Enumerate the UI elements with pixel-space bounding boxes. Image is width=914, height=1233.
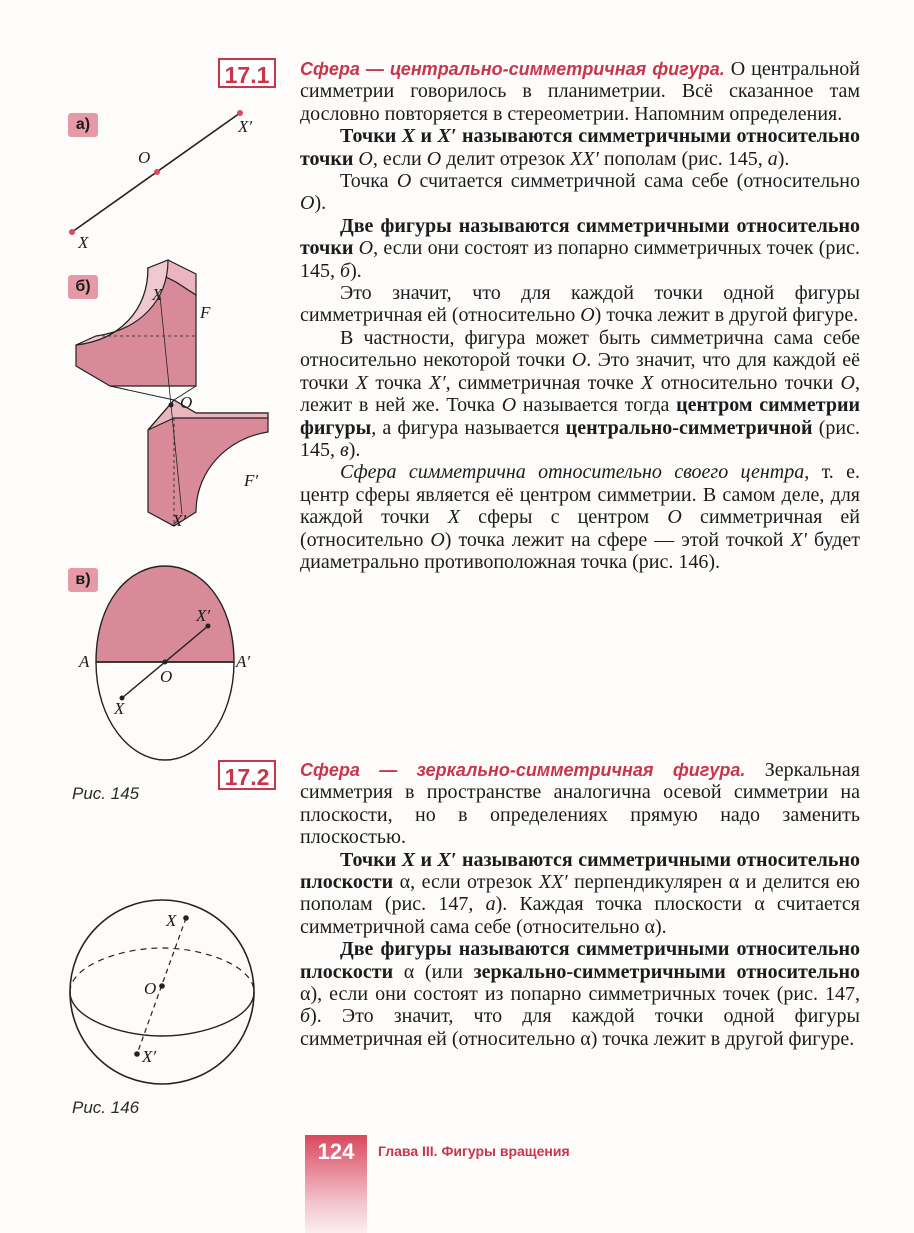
paragraph bbox=[300, 282, 860, 327]
text: Точки bbox=[340, 125, 402, 148]
paragraph bbox=[300, 125, 860, 170]
fig-146-label-o: O bbox=[144, 979, 157, 998]
text: называются симметричными относительно точки bbox=[300, 125, 861, 170]
text: ). bbox=[350, 259, 362, 282]
var-xxp: XX′ bbox=[538, 871, 568, 894]
text: В частности, фигура может быть симметрична сама себе относительно некоторой точки bbox=[300, 326, 860, 372]
var-x: X bbox=[401, 848, 416, 871]
paragraph bbox=[300, 170, 860, 215]
section-number-17-1: 17.1 bbox=[218, 58, 276, 88]
var-alpha: α bbox=[403, 960, 415, 983]
text: ). bbox=[777, 147, 790, 170]
var-x: X bbox=[641, 371, 654, 394]
figures-canvas bbox=[0, 0, 300, 1233]
fig-a-label-x: X bbox=[78, 233, 89, 252]
paragraph bbox=[300, 759, 860, 849]
text: ). bbox=[314, 192, 327, 215]
text: и делится ею пополам (рис. 147, bbox=[300, 871, 861, 916]
text: , если отрезок bbox=[410, 871, 539, 894]
section-number-17-2: 17.2 bbox=[218, 760, 276, 790]
var-x: X bbox=[401, 125, 416, 148]
text: (рис. 145, bbox=[300, 416, 860, 461]
text: симметричная ей (относительно bbox=[300, 506, 860, 551]
paragraph bbox=[300, 58, 860, 125]
var-alpha: α bbox=[754, 893, 765, 916]
text: и bbox=[415, 125, 438, 148]
fig-v-label-o: O bbox=[160, 667, 173, 686]
figure-caption-146: Рис. 146 bbox=[72, 1098, 140, 1117]
section-17-2-text bbox=[300, 759, 860, 1050]
text: относительно точки bbox=[653, 371, 841, 394]
fig-v-label-ap: A′ bbox=[236, 652, 251, 671]
var-o: O bbox=[426, 147, 442, 170]
text: сферы с центром bbox=[459, 506, 668, 529]
term: центром симметрии фигуры bbox=[300, 394, 860, 439]
text: О центральной симметрии говорилось в планиметрии. Всё сказанное там дословно повторяется в стереометрии. Напомним определения. bbox=[300, 58, 860, 125]
term: зеркально-симметричными относительно bbox=[473, 960, 860, 983]
term: центрально-симметричной bbox=[565, 416, 813, 439]
var-alpha: α bbox=[644, 915, 655, 938]
fig-b-label-o: O bbox=[180, 393, 193, 412]
var-o: O bbox=[840, 371, 855, 394]
text: называются симметричными относительно плоскости bbox=[300, 848, 861, 894]
figure-label-a: а) bbox=[68, 113, 98, 137]
text: , лежит в ней же. Точка bbox=[300, 371, 860, 417]
text: , т. е. центр сферы является её центром симметрии. В самом деле, для каждой точки bbox=[300, 461, 860, 529]
figure-label-b: б) bbox=[68, 275, 98, 299]
var-alpha: α bbox=[300, 983, 311, 1006]
ref-a: а bbox=[767, 147, 778, 170]
text: (или bbox=[414, 960, 474, 983]
text: и bbox=[415, 848, 438, 871]
fig-v-label-x: X bbox=[114, 699, 125, 718]
fig-145v-circle bbox=[78, 566, 250, 760]
fig-b-label-x: X bbox=[152, 285, 163, 304]
var-alpha: α bbox=[580, 1027, 591, 1050]
fig-b-label-xp: X′ bbox=[172, 511, 187, 530]
var-o: O bbox=[571, 349, 587, 372]
fig-146-sphere bbox=[70, 900, 254, 1084]
text: делит отрезок bbox=[441, 147, 571, 170]
text: ). bbox=[348, 438, 361, 461]
paragraph bbox=[300, 461, 860, 573]
paragraph bbox=[300, 938, 860, 1050]
text: ) точка лежит на сфере — этой точкой bbox=[444, 528, 791, 551]
text: называется тогда bbox=[516, 394, 677, 417]
ref-v: в bbox=[340, 438, 349, 461]
var-o: O bbox=[667, 506, 682, 529]
fig-v-label-xp: X′ bbox=[196, 606, 211, 625]
fig-v-label-a: A bbox=[79, 652, 90, 671]
text: ), если они состоят из попарно симметричных точек (рис. 147, bbox=[310, 983, 860, 1006]
text: Точка bbox=[340, 170, 397, 193]
var-alpha: α bbox=[399, 871, 411, 894]
var-xxp: XX′ bbox=[570, 147, 599, 170]
text: считается симметричной сама себе (относительно bbox=[300, 893, 860, 938]
var-o: O bbox=[358, 147, 373, 170]
var-xp: X′ bbox=[437, 125, 457, 148]
section-title: Сфера — центрально-симметричная фигура. bbox=[300, 59, 725, 79]
text: ). bbox=[654, 915, 667, 938]
fig-a-label-o: O bbox=[138, 148, 151, 167]
var-alpha: α bbox=[728, 871, 740, 894]
ref-a: а bbox=[485, 893, 496, 916]
text: Две фигуры называются симметричными относительно плоскости bbox=[300, 938, 860, 983]
text: ) точка лежит в другой фигуре. bbox=[594, 304, 859, 327]
text: , а фигура называется bbox=[371, 416, 566, 439]
section-17-1-text bbox=[300, 58, 860, 573]
text: пополам (рис. 145, bbox=[598, 147, 768, 170]
text: , если bbox=[372, 147, 427, 170]
fig-a-label-xp: X′ bbox=[238, 117, 253, 136]
text: ). Это значит, что для каждой точки одной фигуры симметричная ей (относительно bbox=[300, 1005, 860, 1050]
var-o: O bbox=[430, 528, 445, 551]
figure-label-v: в) bbox=[68, 568, 98, 592]
text: ). Каждая точка плоскости bbox=[495, 893, 755, 916]
text: перпендикулярен bbox=[567, 871, 729, 894]
var-xp: X′ bbox=[790, 528, 808, 551]
paragraph bbox=[300, 327, 860, 461]
text: Две фигуры называются симметричными относительно точки bbox=[300, 214, 860, 260]
text: Точки bbox=[340, 848, 402, 871]
text: , если они состоят из попарно симметричных точек (рис. 145, bbox=[300, 237, 860, 282]
paragraph bbox=[300, 849, 860, 939]
fig-146-label-x: X bbox=[166, 911, 177, 930]
var-o: O bbox=[300, 192, 315, 215]
var-o: O bbox=[580, 304, 595, 327]
fig-146-label-xp: X′ bbox=[142, 1047, 157, 1066]
text: Зеркальная симметрия в пространстве аналогична осевой симметрии на плоскости, но в определениях прямую надо заменить плоскостью. bbox=[300, 759, 860, 849]
text: Это значит, что для каждой точки одной фигуры симметричная ей (относительно bbox=[300, 282, 860, 327]
fig-b-label-f: F bbox=[200, 303, 211, 322]
theorem: Сфера симметрична относительно своего центра bbox=[340, 461, 805, 484]
var-o: O bbox=[396, 170, 412, 193]
fig-b-label-fp: F′ bbox=[244, 471, 259, 490]
chapter-title: Глава III. Фигуры вращения bbox=[378, 1143, 570, 1159]
page-number: 124 bbox=[317, 1139, 355, 1164]
section-title: Сфера — зеркально-симметричная фигура. bbox=[300, 760, 746, 780]
fig-145b-solids bbox=[76, 260, 268, 530]
figure-caption-145: Рис. 145 bbox=[72, 784, 140, 803]
var-x: X bbox=[447, 506, 460, 529]
var-xp: X′ bbox=[437, 848, 457, 871]
var-x: X bbox=[355, 371, 369, 394]
text: . Это значит, что для каждой её точки bbox=[300, 349, 860, 394]
text: будет диаметрально противоположная точка (рис. 146). bbox=[300, 528, 861, 573]
text: , симметричная точке bbox=[445, 371, 642, 394]
var-o: O bbox=[358, 237, 374, 260]
ref-b: б bbox=[340, 259, 351, 282]
paragraph bbox=[300, 215, 860, 282]
text: точка bbox=[368, 371, 430, 394]
text: ) точка лежит в другой фигуре. bbox=[590, 1027, 855, 1050]
text: считается симметричной сама себе (относительно bbox=[411, 170, 861, 193]
var-o: O bbox=[501, 394, 517, 417]
var-xp: X′ bbox=[429, 371, 446, 394]
ref-b: б bbox=[300, 1005, 311, 1028]
